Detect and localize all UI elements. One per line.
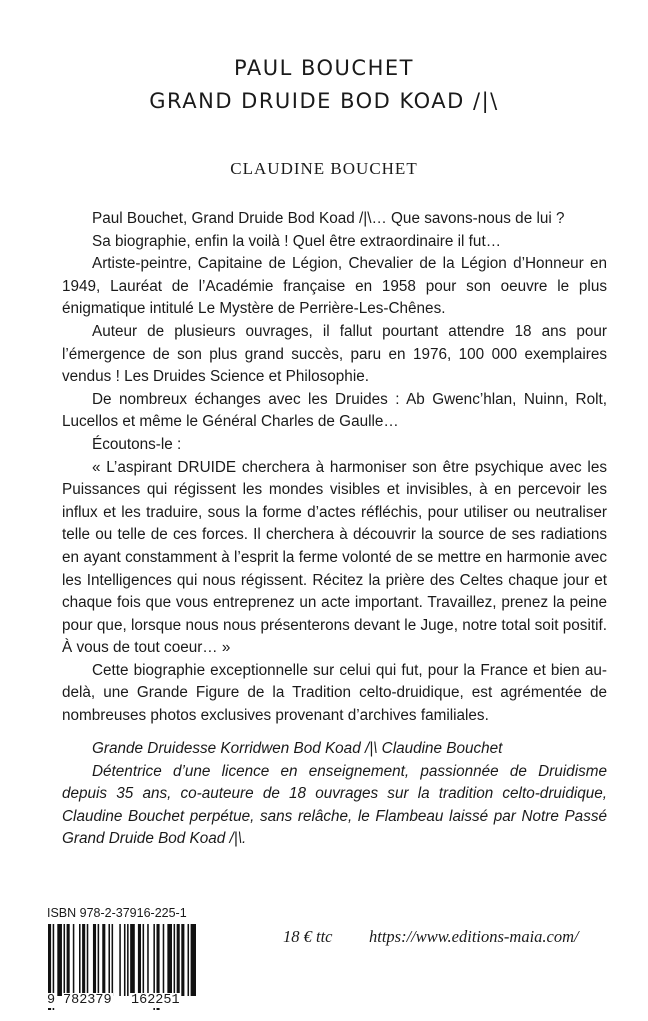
publisher-url: https://www.editions-maia.com/ [369,927,579,946]
barcode-bar [147,924,149,996]
barcode-bar [130,924,135,996]
barcode-bar [138,924,141,996]
barcode-bar [177,924,180,996]
about-author-name: Grande Druidesse Korridwen Bod Koad /|\ Claudine Bouchet [92,740,503,757]
barcode-bar [93,924,96,996]
blurb-paragraph: Paul Bouchet, Grand Druide Bod Koad /|\… Que savons-nous de lui ? [92,210,565,227]
barcode-bar [64,924,66,996]
blurb-paragraph: Cette biographie exceptionnelle sur celui qui fut, pour la France et bien au-delà, une Grande Figure de la Tradition celto-druidique, est agrémentée de nombreuses photos exclusives provenant d’archives familiales. [62,661,607,725]
barcode-bar [73,924,75,996]
barcode-bar [98,924,100,996]
about-author-section [62,738,607,851]
barcode-digits [46,993,196,1011]
about-author-bio: Détentrice d’une licence en enseignement, passionnée de Druidisme depuis 35 ans, co-auteure de 18 ouvrages sur la tradition celto-druidique, Claudine Bouchet perpétue, sans relâche, le Flambeau laissé par Notre Passé Grand Druide Bod Koad /|\. [62,762,607,848]
blurb-quote: « L’aspirant DRUIDE cherchera à harmoniser son être psychique avec les Puissances qui régissent les mondes visibles et invisibles, à en percevoir les influx et les traduire, sous la forme d’actes réfléchis, pour utiliser ou neutraliser telle ou telle de ces forces. Il cherchera à découvrir la source de ses radiations en ayant constamment à l’esprit la ferme volonté de se mettre en harmonie avec les Intelligences qui nous régissent. Récitez la prière des Celtes chaque jour et chaque fois que vous entreprenez un acte important. Travaillez, prenez la peine pour que, lorsque nous nous présenterons devant le Juge, notre total soit positif. À vous de tout coeur… » [62,458,607,657]
barcode-bar [191,924,196,996]
barcode-bar [87,924,89,996]
barcode-bar [112,924,114,996]
blurb-paragraph: Écoutons-le : [92,435,182,453]
barcode-bar [181,924,184,996]
book-title-heading: GRAND DRUIDE BOD KOAD /|\ [149,89,499,113]
blurb-paragraph: De nombreux échanges avec les Druides : Ab Gwenc’hlan, Nuinn, Rolt, Lucellos et même le Général Charles de Gaulle… [62,390,607,431]
blurb-paragraph: Artiste-peintre, Capitaine de Légion, Chevalier de la Légion d’Honneur en 1949, Lauréat de l’Académie française en 1958 pour son oeuvre le plus énigmatique intitulé Le Mystère de Perrière-Les-Chênes. [62,255,607,318]
barcode-bar [143,924,145,996]
barcode-bar [67,924,70,996]
barcode-bar [57,924,62,996]
blurb-text [62,208,607,728]
isbn-label: ISBN 978-2-37916-225-1 [47,906,187,920]
book-author-heading: PAUL BOUCHET [234,56,414,80]
barcode-left-digits: 782379 [63,993,112,1008]
barcode-bar [119,924,121,996]
barcode-bar [127,924,129,996]
barcode-bar [79,924,81,996]
barcode-bar [167,924,172,996]
blurb-paragraph: Sa biographie, enfin la voilà ! Quel être extraordinaire il fut… [92,232,501,250]
barcode-bar [102,924,105,996]
barcode-right-digits: 162251 [131,993,180,1008]
barcode-bar [174,924,176,996]
barcode-bar [124,924,126,996]
blurb-paragraph: Auteur de plusieurs ouvrages, il fallut pourtant attendre 18 ans pour l’émergence de son plus grand succès, paru en 1976, 100 000 exemplaires vendus ! Les Druides Science et Philosophie. [62,322,607,386]
barcode-bar [82,924,85,996]
barcode-bar [163,924,165,996]
price-label: 18 € ttc [283,927,333,946]
barcode-bar [188,924,190,996]
barcode-lead-digit: 9 [47,993,56,1008]
book-coauthor-heading: CLAUDINE BOUCHET [230,159,418,178]
barcode-bar [108,924,110,996]
